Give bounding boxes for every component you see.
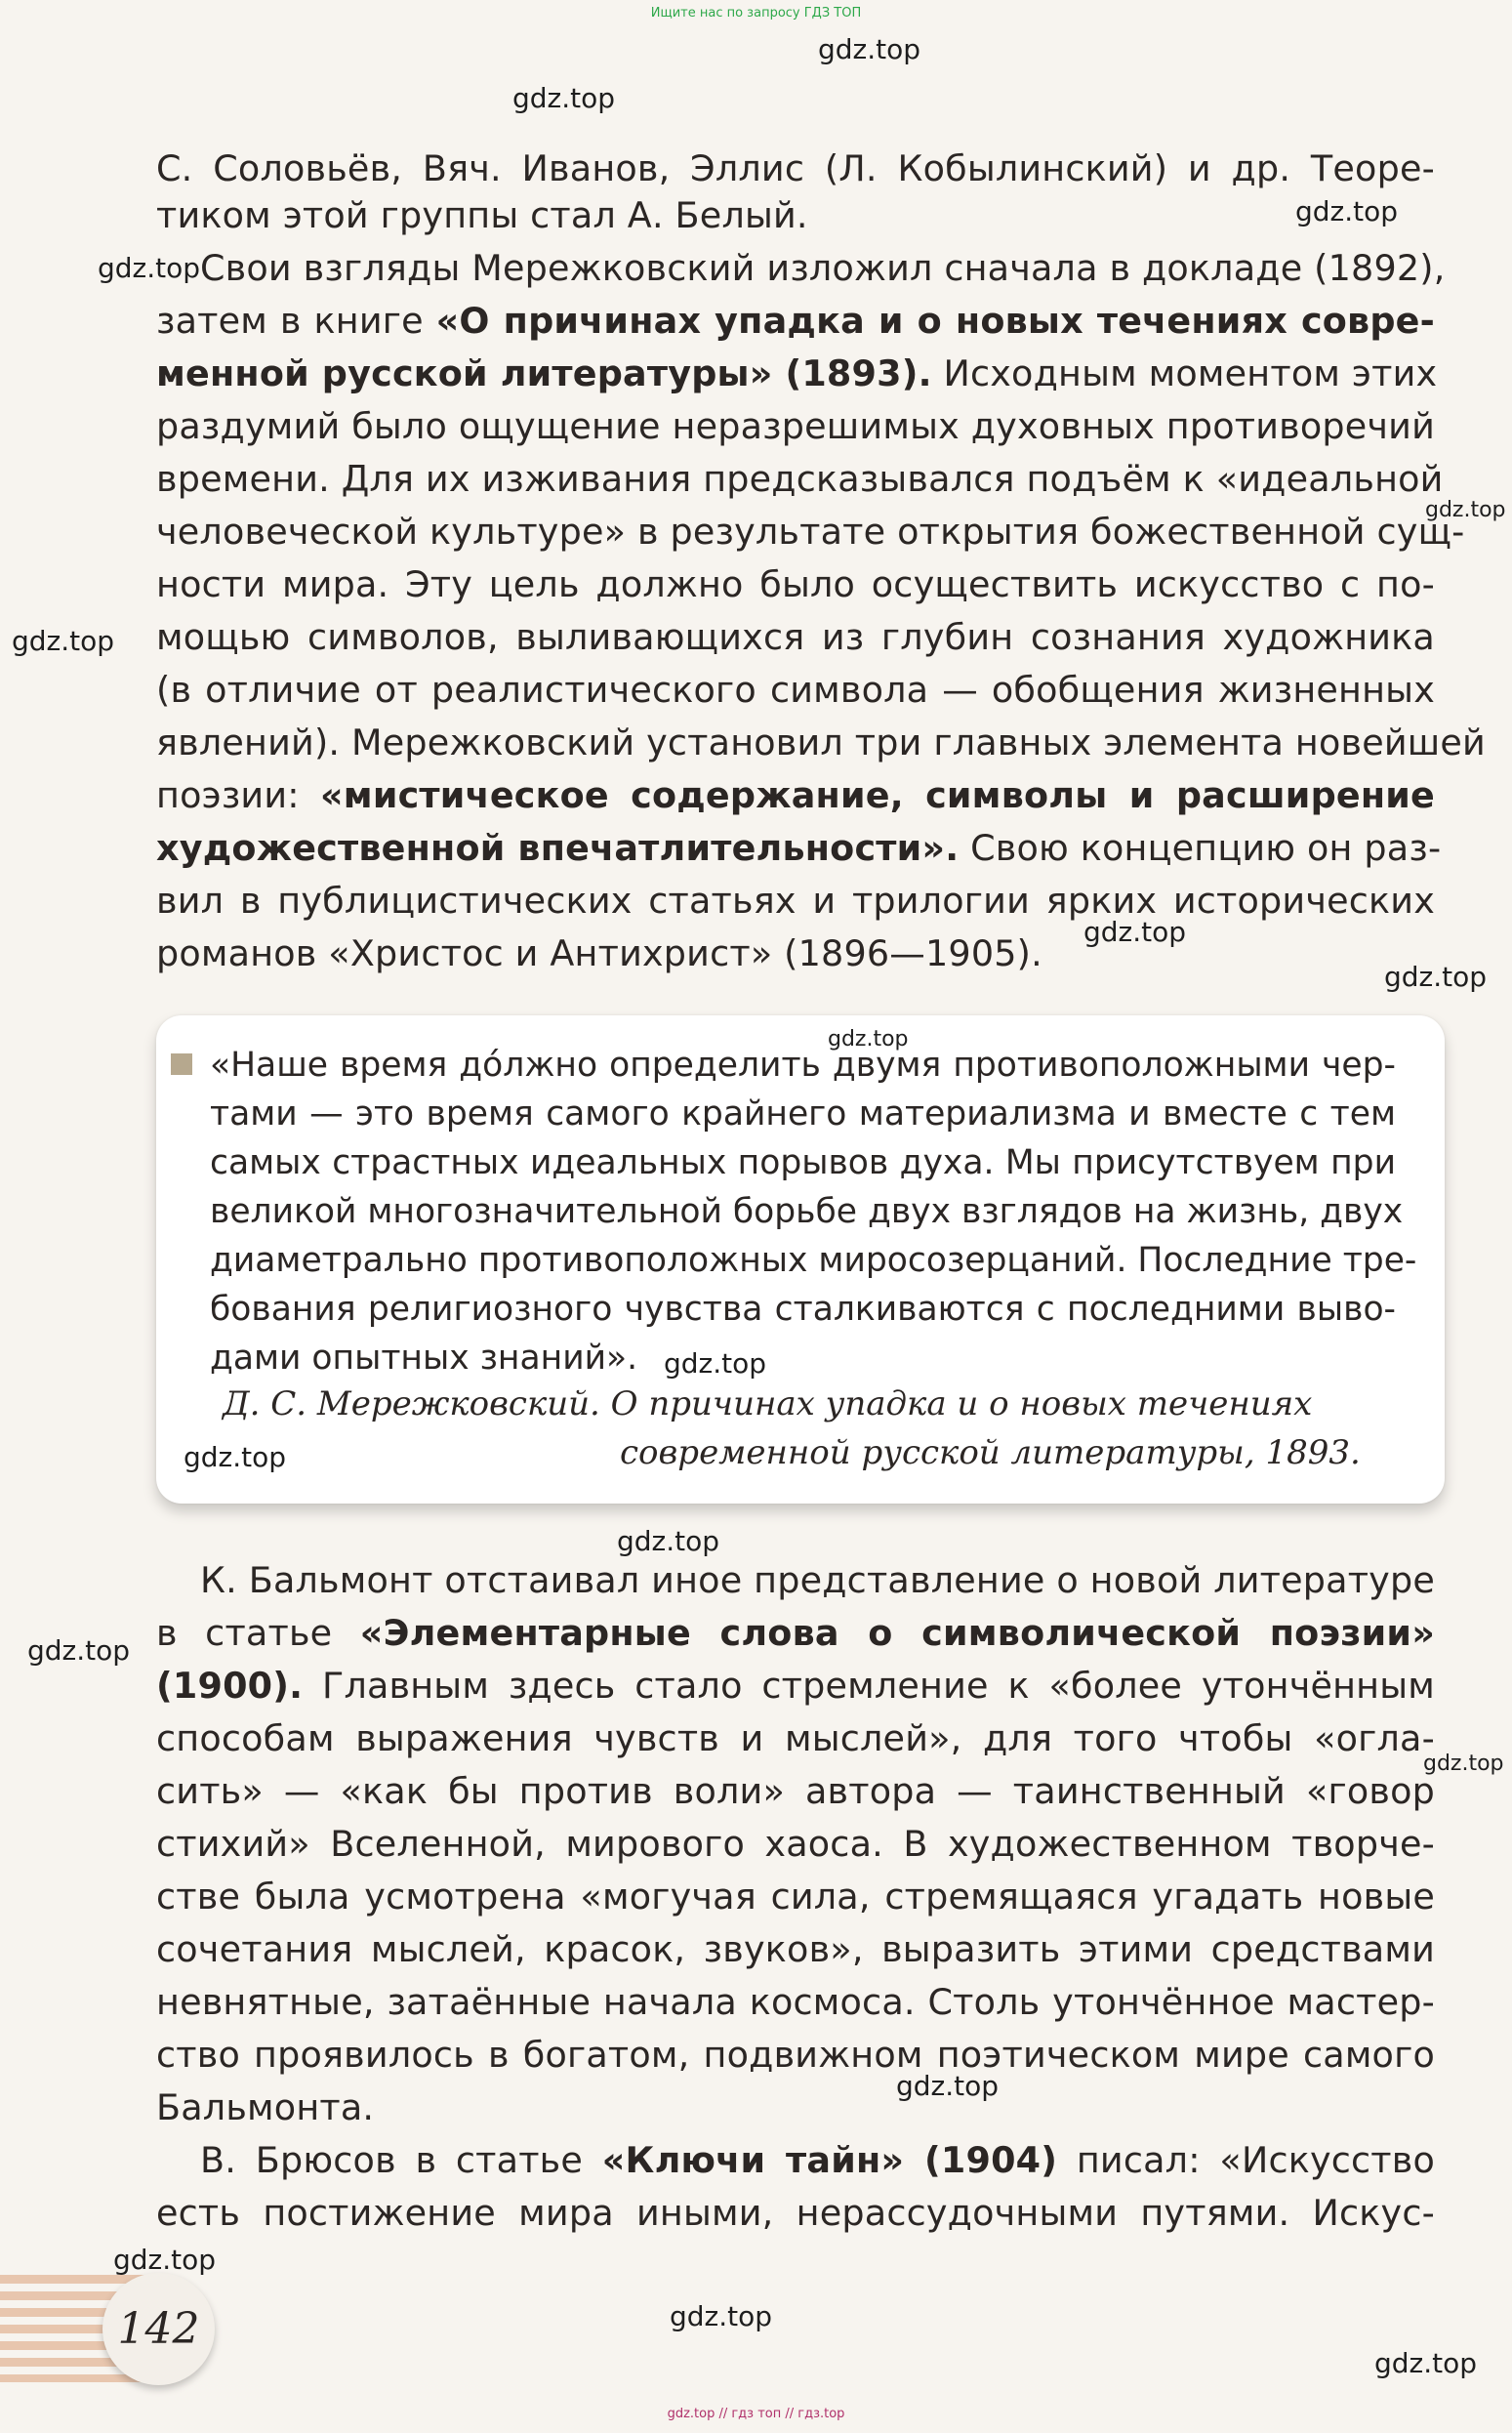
watermark: gdz.top [670, 2300, 773, 2332]
paragraph2-line: затем в книге «О причинах упадка и о новых течениях совре- [156, 300, 1435, 342]
watermark: gdz.top [828, 1027, 909, 1052]
paragraph4-line: есть постижение мира иными, нерассудочными путями. Искус- [156, 2192, 1435, 2234]
paragraph3-line: Бальмонта. [156, 2086, 375, 2128]
paragraph2-line: менной русской литературы» (1893). Исходным моментом этих [156, 352, 1438, 394]
paragraph1-line: С. Соловьёв, Вяч. Иванов, Эллис (Л. Кобылинский) и др. Теоре- [156, 147, 1435, 189]
paragraph1-line: тиком этой группы стал А. Белый. [156, 194, 808, 236]
quote-attribution-source: современной русской литературы, 1893. [620, 1433, 1361, 1472]
page-number: 142 [102, 2273, 215, 2385]
paragraph3-line: невнятные, затаённые начала космоса. Столь утончённое мастер- [156, 1981, 1435, 2023]
quote-line: великой многозначительной борьбе двух взглядов на жизнь, двух [210, 1192, 1404, 1231]
paragraph3-line: в статье «Элементарные слова о символической поэзии» [156, 1612, 1435, 1654]
watermark: gdz.top [896, 2070, 1000, 2102]
footer-links: gdz.top // гдз топ // гдз.top [667, 2407, 845, 2421]
paragraph2-line: (в отличие от реалистического символа — обобщения жизненных [156, 669, 1435, 711]
watermark: gdz.top [1384, 961, 1488, 993]
paragraph3-line: К. Бальмонт отстаивал иное представление о новой литературе [200, 1559, 1436, 1601]
watermark: gdz.top [1083, 916, 1187, 948]
paragraph3-line: стихий» Вселенной, мирового хаоса. В художественном творче- [156, 1823, 1435, 1865]
paragraph2-line: Свои взгляды Мережковский изложил сначала в докладе (1892), [200, 247, 1446, 289]
quote-line: «Наше время до́лжно определить двумя противоположными чер- [210, 1046, 1396, 1085]
quote-line: бования религиозного чувства сталкиваются с последними выво- [210, 1290, 1396, 1329]
paragraph2-line: романов «Христос и Антихрист» (1896—1905). [156, 932, 1042, 974]
watermark: gdz.top [1295, 195, 1399, 227]
quote-line: самых страстных идеальных порывов духа. Мы присутствуем при [210, 1143, 1396, 1182]
watermark: gdz.top [1374, 2347, 1478, 2379]
watermark: gdz.top [113, 2244, 217, 2276]
paragraph3-line: сочетания мыслей, красок, звуков», выразить этими средствами [156, 1928, 1435, 1970]
watermark: gdz.top [664, 1347, 767, 1380]
paragraph2-line: поэзии: «мистическое содержание, символы и расширение [156, 774, 1435, 816]
watermark: gdz.top [818, 33, 921, 65]
quote-line: дами опытных знаний». [210, 1339, 638, 1378]
watermark: gdz.top [1423, 1752, 1504, 1776]
quote-attribution: Д. С. Мережковский. О причинах упадка и о новых течениях [223, 1384, 1313, 1423]
paragraph2-line: ности мира. Эту цель должно было осуществить искусство с по- [156, 563, 1435, 605]
paragraph3-line: (1900). Главным здесь стало стремление к «более утончённым [156, 1665, 1435, 1707]
watermark: gdz.top [12, 625, 115, 657]
watermark: gdz.top [617, 1525, 720, 1557]
paragraph2-line: времени. Для их изживания предсказывался подъём к «идеальной [156, 458, 1444, 500]
watermark: gdz.top [512, 82, 616, 114]
paragraph2-line: раздумий было ощущение неразрешимых духовных противоречий [156, 405, 1435, 447]
search-hint-banner: Ищите нас по запросу ГДЗ ТОП [650, 6, 862, 21]
quote-line: тами — это время самого крайнего материализма и вместе с тем [210, 1094, 1396, 1134]
paragraph2-line: явлений). Мережковский установил три главных элемента новейшей [156, 722, 1486, 763]
paragraph2-line: мощью символов, выливающихся из глубин сознания художника [156, 616, 1435, 658]
watermark: gdz.top [184, 1441, 287, 1473]
paragraph2-line: человеческой культуре» в результате открытия божественной сущ- [156, 511, 1465, 553]
paragraph3-line: сить» — «как бы против воли» автора — таинственный «говор [156, 1770, 1435, 1812]
quote-bullet-icon [171, 1053, 192, 1075]
paragraph3-line: ство проявилось в богатом, подвижном поэтическом мире самого [156, 2034, 1435, 2076]
quote-line: диаметрально противоположных миросозерцаний. Последние тре- [210, 1241, 1417, 1280]
paragraph2-line: вил в публицистических статьях и трилогии ярких исторических [156, 880, 1435, 922]
paragraph3-line: способам выражения чувств и мыслей», для того чтобы «огла- [156, 1717, 1435, 1759]
watermark: gdz.top [1425, 498, 1506, 522]
watermark: gdz.top [27, 1634, 131, 1667]
paragraph4-line: В. Брюсов в статье «Ключи тайн» (1904) писал: «Искусство [200, 2139, 1436, 2181]
watermark: gdz.top [98, 252, 201, 284]
paragraph3-line: стве была усмотрена «могучая сила, стремящаяся угадать новые [156, 1876, 1435, 1918]
paragraph2-line: художественной впечатлительности». Свою концепцию он раз- [156, 827, 1442, 869]
